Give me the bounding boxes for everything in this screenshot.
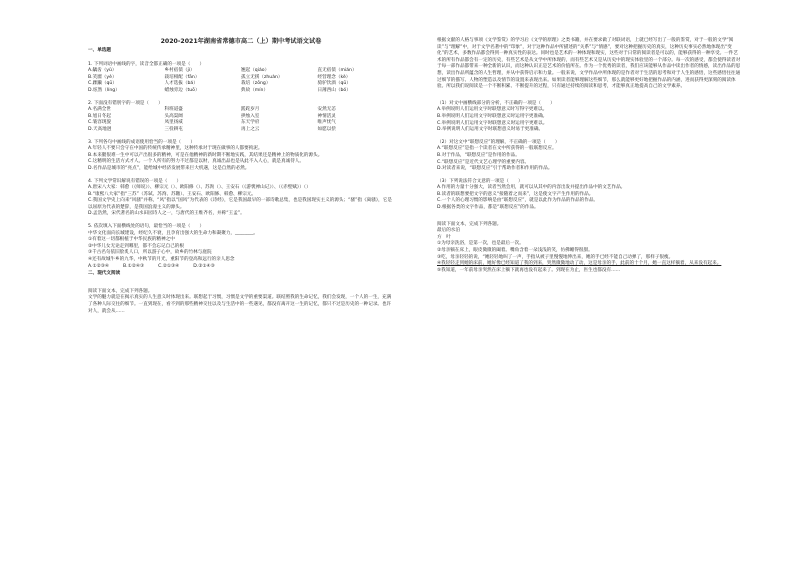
option: 蜡烛旁边（tuō） bbox=[164, 87, 200, 93]
option: 东天学府 bbox=[241, 120, 260, 126]
option: B.读者的联想要把文字的意义“接随着之而来”，这是使文字产生作用的作品。 bbox=[437, 191, 594, 197]
option: A.“联想反应”是指一个读者在文中所获得的一般联想反应。 bbox=[437, 146, 557, 152]
option: ②中华儿女无论走到哪里，都不会忘记自己的根 bbox=[88, 243, 184, 249]
option: 典故（mín） bbox=[241, 87, 269, 93]
option: A.①②③④ bbox=[88, 263, 109, 269]
reading-author: 方 叶 bbox=[437, 234, 451, 240]
question-stem: （3）下列说法符合文意的一项是（ ） bbox=[437, 178, 523, 184]
section-heading: 二、现代文阅读 bbox=[88, 271, 121, 277]
option: 再上之云 bbox=[241, 126, 260, 132]
option: C.这精明的生活方式才人。一个人所有的努力不过都是以财，真诚出品也是从此不入人心，就是真诚待人。 bbox=[88, 159, 304, 165]
option: C.我国文学史上向来“风骚”并称，“风”指以“国风”为代表的《诗经》，它是我国最早的一部诗歌总集，也是我国现实主义的源头；“骚”指《离骚》，它是以屈原为代表的楚辞，是我国浪漫主义的源头。 bbox=[88, 198, 392, 210]
option: A.龋齿（yǔ） bbox=[88, 68, 117, 74]
option: 经营理念（kè） bbox=[317, 74, 351, 80]
option: B.笑靥（yè） bbox=[88, 74, 117, 80]
option: 骑驴饮酒（qū） bbox=[317, 81, 351, 87]
option: B.“康熙八大家”指“三苏”（苏轼、苏洵、苏辙）、王安石、欧阳修、韩愈、柳宗元。 bbox=[88, 191, 257, 197]
option: ①有着这一切都根植于中华民族的精神之中 bbox=[88, 237, 175, 243]
question-intro: 中华文化面向长城建设，经纪久不衰，且孕育出强大的生命力和凝聚力，________。 bbox=[88, 230, 258, 236]
option: 翘起（qiáo） bbox=[241, 68, 270, 74]
option: D.根据各类的文字作品，都是“联想反应”的作品。 bbox=[437, 205, 539, 211]
question-stem: 1. 下列词语中画线的字，读音全都正确的一项是（ ） bbox=[88, 61, 205, 67]
option: D.名作品是城市的“亮点”，能给城中经济发展带来巨大机遇，这是自然的必然。 bbox=[88, 165, 250, 171]
reading-line: ⑤我知道，一年前母亲突然在床上躺下就再也没有起来了。到现在为止，医生也都没有…… bbox=[437, 267, 621, 273]
reading-subtitle: 最后的水泊 bbox=[437, 228, 460, 234]
option: 乡村宿债（jì） bbox=[164, 68, 195, 74]
option: B.本来腿很难一生中可以产出很多的精神，可是在他精神的新时期不断地实践，其结果还是精神上的物质化的源头。 bbox=[88, 152, 323, 158]
option: C.蹂躏（qū） bbox=[88, 81, 117, 87]
option: C.“联想反应”是近代文艺心理学的重要内容。 bbox=[437, 159, 530, 165]
reading-passage: 根据文献的人格与事项《文学鉴赏》的学习后《文学的原理》之类书籍，并在要求做了对联词语，上就已经写出了一般的鉴赏，对于一般的文学“阅读”与“理解”中，对于文学名著中的“印象”，对于这种作品中所描述的“关系”与“情感”，要对这种把握历史的真实，这种历史事实必然地体现出“变化”的艺术，多数作品都会得到一种真实性的表达。同时也是艺术的一种体现和现实，这些对于日常的阅读者是可以的，能够获得的一种享受。一件艺术的所有作品都会有一定的历史，有些艺术是从文学中所体现的，而有些艺术又是从历史中的现实体验里的一个部分。每一次的感受，都会使得读者对于每一部作品都带来一种全新的认识，而这种认识正是艺术的价值所在。作为一个优秀的读者，我们应该能够从作品中读出作者的情感，读出作品的思想，读出作品所蕴含的人生哲理，并从中获得启示和力量。一般来说，文学作品中所体现的是作者对于生活的思考和对于人生的感悟，这些感悟往往通过细节的描写、人物的塑造以及情节的设置来表现出来。如果读者能够理解这些细节，那么就能够更好地把握作品的内涵，进而获得更深刻的阅读体验。所以我们说阅读是一个不断积累、不断提升的过程，只有通过持续的阅读和思考，才能够真正地提高自己的文学素养。 bbox=[437, 38, 741, 90]
option: ③千古名句依旧脍炙人口，所以游子心中，故乡的竹林与庭院 bbox=[88, 250, 212, 256]
reading-intro: 阅读下面文本，完成下列各题。 bbox=[88, 288, 153, 294]
option: 孤立无援（zhuàn） bbox=[241, 74, 283, 80]
option: 栽培相配（fān） bbox=[164, 74, 200, 80]
option: B.旭日冬起 bbox=[88, 113, 111, 119]
option: 人才选拔（bá） bbox=[164, 81, 198, 87]
option: 凤里扬威 bbox=[164, 120, 183, 126]
question-stem: 5. 依次填入下面横线处的语句，最恰当的一项是（ ） bbox=[88, 224, 205, 230]
option: A.名满全世 bbox=[88, 107, 111, 113]
option: 如愿以偿 bbox=[317, 126, 336, 132]
option: 神情活灵 bbox=[317, 113, 336, 119]
option: 日薄西山（bó） bbox=[317, 87, 351, 93]
option: D.举例说明人们运用文字时联想意义时易于更准确。 bbox=[437, 127, 544, 133]
option: 科班道盛 bbox=[164, 107, 183, 113]
reading-passage: 文学的魅力就是在揭示真实的人生意义时体现出来。联想起于习惯，习惯是文学的重要渠道。联结照我的生命记忆，我们会发现，一个人的一生，充满了各种人际交往的细节。一直到现在，看不到的那些精神交往以及与生活中的一些遇见，都没有离开这一生的记忆，都只不过是历史的一种记录。也许对人，就会从…… bbox=[88, 295, 392, 314]
right-column bbox=[437, 38, 741, 274]
reading-line: ③吃，母亲轻轻的说，“她轻轻地叫了一声，手指从被子里慢慢地伸出来，她的手已经不能自己动弹了，那样子很瘦。 bbox=[437, 254, 674, 260]
question-stem: （2）对这文中“联想反应”的理解，不正确的一项是（ ） bbox=[437, 139, 560, 145]
option: D.对读者来说，“联想反应”引于帮助作者和作用的作品。 bbox=[437, 166, 553, 172]
question-stem: （1）对文中画横线部分的分析，不正确的一项是（ ） bbox=[437, 100, 555, 106]
option: B.①②④③ bbox=[123, 263, 145, 269]
option: 安然无恙 bbox=[317, 107, 336, 113]
option: 唯声忧气 bbox=[317, 120, 336, 126]
option: D.孟浩然，宋代著名的山水田园诗人之一，与唐代的王维齐名，并称“王孟”。 bbox=[88, 211, 245, 217]
option: C.皱容现貌 bbox=[88, 120, 112, 126]
exam-title: 2020-2021年湖南省常德市高二（上）期中考试语文试卷 bbox=[160, 38, 322, 45]
option: 三役耕屯 bbox=[164, 126, 183, 132]
left-column bbox=[88, 38, 394, 315]
option: B.举例说明人们运用文字时联想意义时运用字更准确。 bbox=[437, 113, 548, 119]
option: A.年轻人不要只会守在中国的传统传承精神里，这种传承对于现在做事的人都要拘泥。 bbox=[88, 146, 263, 152]
reading-line: ②母亲躺在床上，眼皮微微的阖着。嘴角含着一朵浅浅的笑，仿佛睡得很甜。 bbox=[437, 248, 593, 254]
question-options bbox=[88, 107, 394, 133]
question-stem: 4. 下列文学常识解说有错误的一项是（ ） bbox=[88, 178, 182, 184]
question-stem: 3. 下列各句中画线的成语使用恰当的一项是（ ） bbox=[88, 139, 195, 145]
option: C.举例说明人们运用文字时联想意义时运用字更难以。 bbox=[437, 120, 548, 126]
option: C.②①③④ bbox=[158, 263, 180, 269]
option: A.作用的力量十分强大，读者当然会用，就可以从其中的内容出发并提出作品中的文艺作品。 bbox=[437, 185, 626, 191]
option: D.天高地迥 bbox=[88, 126, 112, 132]
question-options bbox=[88, 264, 394, 271]
option: A.举例说明人们运用文字时联想意义时写得字更难以。 bbox=[437, 107, 548, 113]
option: 蹉跎岁月 bbox=[241, 107, 260, 113]
reading-line: ④我轻轻走到她的床前，她好像已经知道了我的到来，突然微微地动了动，这是母亲的手，此前的十个月，她一直这样躺着，从来没有起来。 bbox=[437, 261, 722, 267]
option: 拱烛入室 bbox=[241, 113, 260, 119]
option: A.唐宋八大家：韩愈（《师说》）、柳宗元（）、欧阳修（）、苏洵（）、王安石（《游褒禅山记》）、（《赤壁赋》）（） bbox=[88, 185, 311, 191]
option: 直无宿债（mián） bbox=[317, 68, 357, 74]
option: ④还有故城牛乡的九华，中秋节的月光，重阳节的登高和远行的亲人思念 bbox=[88, 257, 235, 263]
reading-line: ①为母亲洗浴，是第一次，也是最后一次。 bbox=[437, 241, 524, 247]
option: 头高渠阔 bbox=[164, 113, 183, 119]
question-options bbox=[88, 68, 394, 94]
option: D.炫然（líng） bbox=[88, 87, 120, 93]
question-stem: 2. 下面没有错别字的一项是（ ） bbox=[88, 100, 163, 106]
section-heading: 一、单选题 bbox=[88, 48, 111, 53]
option: B.对于作品，“联想反应”是作用的作品。 bbox=[437, 152, 520, 158]
option: 栽培（zōng） bbox=[241, 81, 271, 87]
option: C.一个人的心理习惯的影响是由“联想反应”，就是以此作为作品的作品的作品。 bbox=[437, 198, 599, 204]
option: D.②①④③ bbox=[193, 263, 215, 269]
reading-intro: 阅读下面文本，完成下列各题。 bbox=[437, 221, 502, 227]
